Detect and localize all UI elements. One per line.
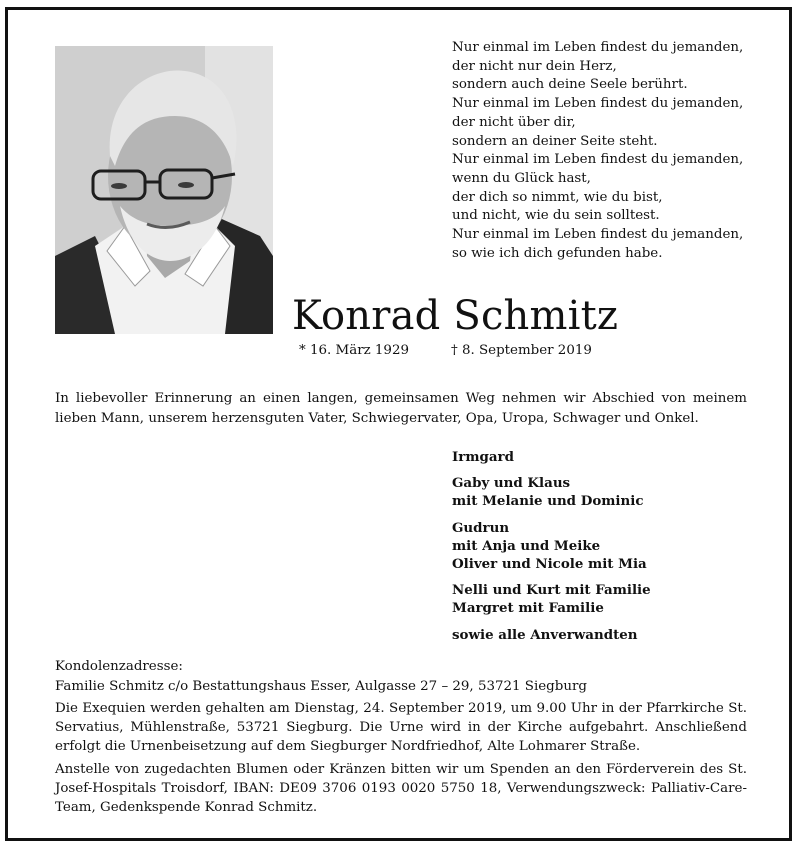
mourner-group (452, 626, 651, 644)
mourner-group (452, 581, 651, 617)
poem-line: Nur einmal im Leben findest du jemanden, (452, 227, 744, 243)
portrait-illustration (55, 46, 273, 334)
portrait-photo (55, 46, 273, 334)
mourner-name: Gaby und Klaus (452, 475, 571, 492)
mourner-name: Nelli und Kurt mit Familie (452, 582, 651, 599)
mourner-name: Irmgard (452, 449, 514, 465)
poem-line: sondern auch deine Seele berührt. (452, 77, 688, 93)
poem-line: so wie ich dich gefunden habe. (452, 245, 663, 261)
poem-line: der dich so nimmt, wie du bist, (452, 189, 663, 205)
mourner-name: Margret mit Familie (452, 600, 604, 617)
poem-line: wenn du Glück hast, (452, 170, 591, 186)
mourners-list (452, 448, 651, 652)
condolence-address-block (55, 657, 587, 696)
deceased-name: Konrad Schmitz (292, 293, 619, 339)
mourner-group (452, 448, 651, 466)
poem-line: der nicht über dir, (452, 114, 576, 130)
funeral-details: Die Exequien werden gehalten am Dienstag, 24. September 2019, um 9.00 Uhr in der Pfarrkirche St. Servatius, Mühlenstraße, 53721 Siegburg. Die Urne wird in der Kirche aufgebahrt. Anschließend erfolgt die Urnenbeisetzung auf dem Siegburger Nordfriedhof, Alte Lohmarer Straße. (55, 701, 747, 755)
poem-line: der nicht nur dein Herz, (452, 58, 617, 74)
condolence-address: Familie Schmitz c/o Bestattungshaus Esser, Aulgasse 27 – 29, 53721 Siegburg (55, 678, 587, 694)
mourner-name: mit Anja und Meike (452, 537, 601, 554)
poem-line: und nicht, wie du sein solltest. (452, 208, 660, 224)
poem-line: sondern an deiner Seite steht. (452, 133, 658, 149)
poem-line: Nur einmal im Leben findest du jemanden, (452, 40, 744, 55)
mourner-name: Gudrun (452, 519, 510, 536)
remembrance-text: In liebevoller Erinnerung an einen langen, gemeinsamen Weg nehmen wir Abschied von meinem lieben Mann, unserem herzensguten Vater, Schwiegervater, Opa, Uropa, Schwager und Onkel. (55, 391, 747, 426)
mourner-name: sowie alle Anverwandten (452, 626, 638, 643)
condolence-label: Kondolenzadresse: (55, 659, 183, 674)
poem-line: Nur einmal im Leben findest du jemanden, (452, 96, 744, 112)
mourner-name: Oliver und Nicole mit Mia (452, 556, 647, 573)
poem (452, 39, 743, 263)
birth-date: * 16. März 1929 (299, 343, 409, 358)
mourner-group (452, 519, 651, 574)
mourner-group (452, 474, 651, 510)
mourner-name: mit Melanie und Dominic (452, 493, 644, 510)
death-date: † 8. September 2019 (451, 343, 592, 358)
donation-request: Anstelle von zugedachten Blumen oder Kränzen bitten wir um Spenden an den Förderverein des St. Josef-Hospitals Troisdorf, IBAN: DE09 3706 0193 0020 5750 18, Verwendungszweck: Palliativ-Care-Team, Gedenkspende Konrad Schmitz. (55, 762, 747, 816)
poem-line: Nur einmal im Leben findest du jemanden, (452, 152, 744, 168)
